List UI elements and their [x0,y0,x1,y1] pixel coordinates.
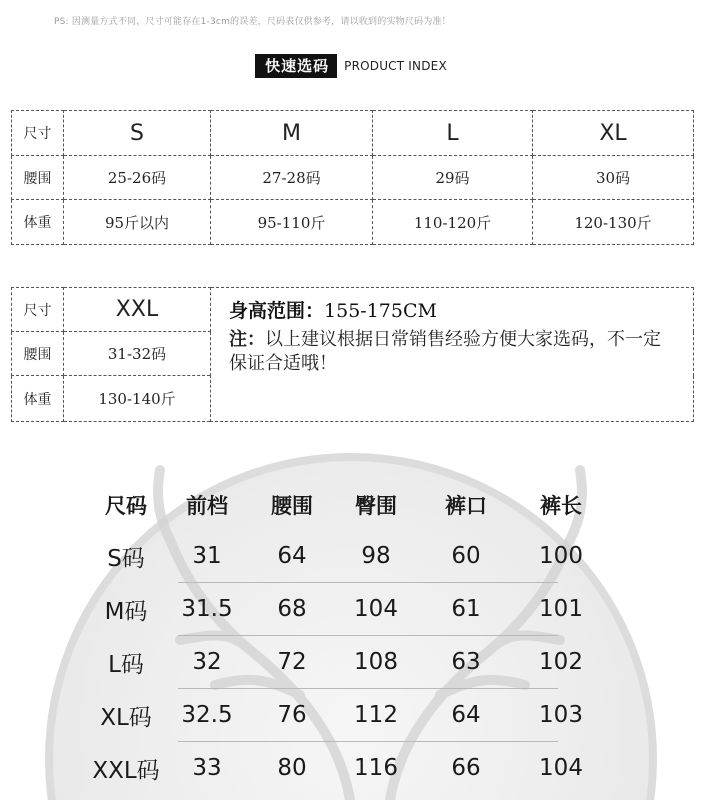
cell-rise: 31 [192,543,222,569]
cell-leg-opening: 64 [451,702,481,728]
header-leg-opening: 裤口 [445,494,487,518]
cell-hip: 112 [354,702,398,728]
cell-leg-opening: 60 [451,543,481,569]
section-title [0,54,702,76]
waist-l: 29码 [373,156,533,200]
cell-rise: 32.5 [181,702,233,728]
xxl-size-table [11,287,694,422]
cell-size: S码 [107,545,145,572]
cell-hip: 116 [354,755,398,781]
title-cn: 快速选码 [255,54,337,78]
cell-size: M码 [104,598,148,625]
weight-m: 95-110斤 [211,200,373,245]
header-length: 裤长 [540,494,582,518]
cell-size: XL码 [100,704,152,731]
size-xxl: XXL [64,288,211,332]
header-size: 尺码 [105,494,147,518]
note-text: 以上建议根据日常销售经验方便大家选码，不一定保证合适哦！ [229,329,661,374]
weight-l: 110-120斤 [373,200,533,245]
size-l: L [373,111,533,156]
cell-waist: 68 [277,596,307,622]
table-row [88,689,608,741]
quick-size-table [11,110,694,245]
size-s: S [64,111,211,156]
cell-waist: 76 [277,702,307,728]
weight-xxl: 130-140斤 [64,376,211,422]
waist-xxl: 31-32码 [64,332,211,376]
table-row [88,530,608,582]
header-hip: 臀围 [355,494,397,518]
measurement-note: PS: 因测量方式不同，尺寸可能存在1-3cm的误差，尺码表仅供参考，请以收到的实物尺码为准！ [54,17,451,27]
weight-label: 体重 [12,376,64,422]
cell-hip: 98 [361,543,391,569]
cell-leg-opening: 63 [451,649,481,675]
waist-xl: 30码 [533,156,694,200]
table-row [88,742,608,794]
table-row [88,636,608,688]
cell-length: 103 [539,702,583,728]
cell-size: L码 [108,651,144,678]
height-range-label: 身高范围： [229,300,325,322]
cell-rise: 33 [192,755,222,781]
chart-header-row [88,480,608,530]
cell-length: 104 [539,755,583,781]
cell-hip: 108 [354,649,398,675]
table-row [88,583,608,635]
cell-rise: 32 [192,649,222,675]
weight-s: 95斤以内 [64,200,211,245]
size-label: 尺寸 [12,288,64,332]
cell-waist: 64 [277,543,307,569]
fit-note [211,288,694,422]
note-label: 注： [229,329,265,350]
size-xl: XL [533,111,694,156]
waist-label: 腰围 [12,156,64,200]
waist-s: 25-26码 [64,156,211,200]
weight-xl: 120-130斤 [533,200,694,245]
waist-m: 27-28码 [211,156,373,200]
size-label: 尺寸 [12,111,64,156]
cell-hip: 104 [354,596,398,622]
cell-waist: 72 [277,649,307,675]
cell-length: 101 [539,596,583,622]
waist-label: 腰围 [12,332,64,376]
cell-size: XXL码 [92,757,160,784]
header-rise: 前档 [186,494,228,518]
cell-length: 100 [539,543,583,569]
cell-leg-opening: 61 [451,596,481,622]
height-range-value: 155-175CM [324,300,437,322]
weight-label: 体重 [12,200,64,245]
cell-rise: 31.5 [181,596,233,622]
cell-waist: 80 [277,755,307,781]
cell-leg-opening: 66 [451,755,481,781]
cell-length: 102 [539,649,583,675]
title-en: PRODUCT INDEX [344,59,447,73]
header-waist: 腰围 [271,494,313,518]
measurement-chart [88,480,608,794]
size-m: M [211,111,373,156]
